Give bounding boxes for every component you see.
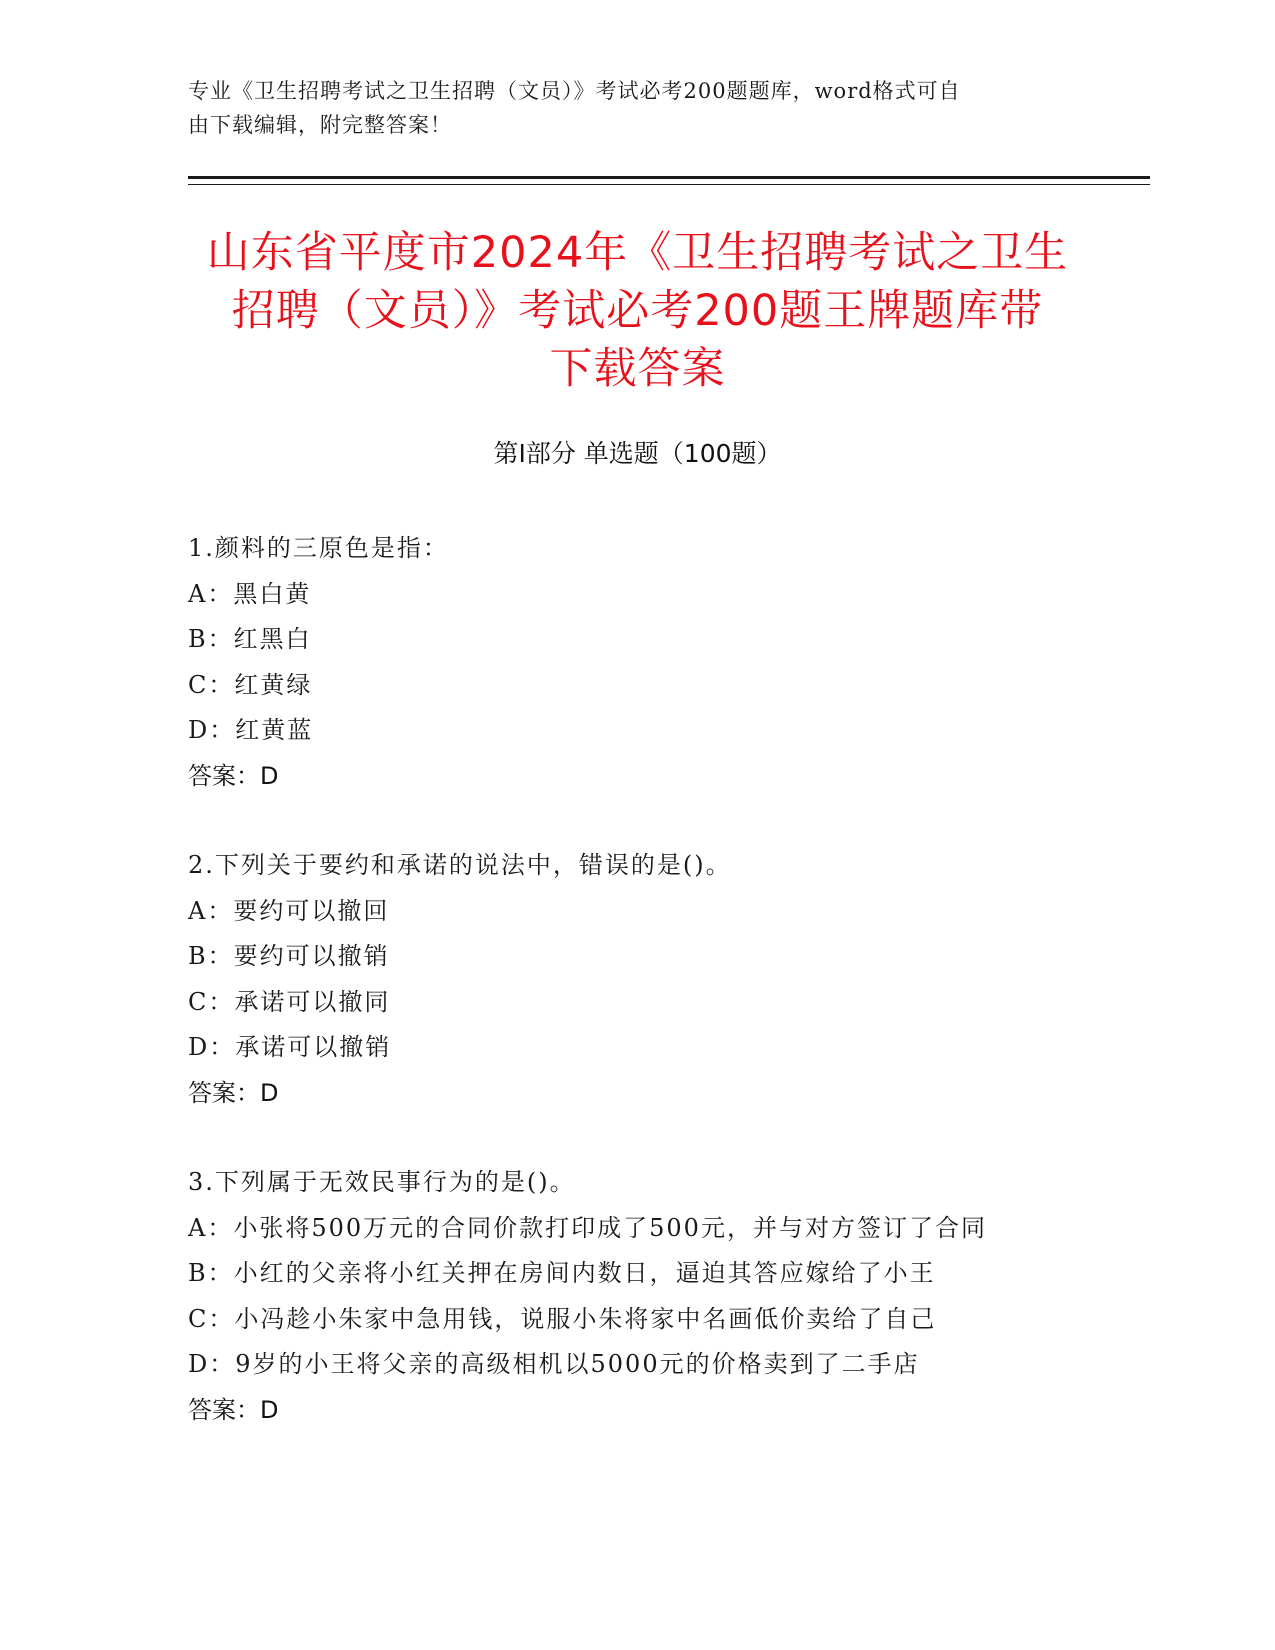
option-b: B：小红的父亲将小红关押在房间内数日，逼迫其答应嫁给了小王	[188, 1259, 936, 1287]
option-c: C：红黄绿	[188, 670, 313, 699]
header-divider-thin	[188, 184, 1150, 185]
question-3	[188, 1160, 1088, 1433]
question-list	[188, 526, 1088, 1477]
question-stem: 1.颜料的三原色是指：	[188, 534, 449, 562]
header-divider-thick	[188, 176, 1150, 179]
option-b: B：红黑白	[188, 625, 312, 653]
header-note-line-2: 由下载编辑，附完整答案！	[188, 113, 452, 137]
option-a: A：小张将500万元的合同价款打印成了500元，并与对方签订了合同	[188, 1213, 987, 1242]
question-1	[188, 526, 1088, 799]
question-stem: 2.下列关于要约和承诺的说法中，错误的是()。	[188, 851, 732, 879]
header-note	[188, 74, 1068, 142]
option-c: C：小冯趁小朱家中急用钱，说服小朱将家中名画低价卖给了自己	[188, 1304, 937, 1333]
header-note-line-1: 专业《卫生招聘考试之卫生招聘（文员）》考试必考200题题库，word格式可自	[188, 79, 961, 103]
option-d: D：承诺可以撤销	[188, 1033, 392, 1061]
answer-line: 答案：D	[188, 761, 279, 790]
option-c: C：承诺可以撤同	[188, 987, 391, 1016]
option-d: D：9岁的小王将父亲的高级相机以5000元的价格卖到了二手店	[188, 1350, 920, 1378]
question-stem: 3.下列属于无效民事行为的是()。	[188, 1168, 576, 1196]
question-2	[188, 843, 1088, 1116]
option-a: A：要约可以撤回	[188, 896, 390, 925]
section-title: 第I部分 单选题（100题）	[493, 439, 782, 468]
option-a: A：黑白黄	[188, 579, 312, 608]
answer-line: 答案：D	[188, 1078, 279, 1107]
document-title-line-2: 招聘（文员）》考试必考200题王牌题库带	[231, 286, 1044, 336]
document-title-line-1: 山东省平度市2024年《卫生招聘考试之卫生	[206, 228, 1069, 278]
document-title	[160, 224, 1115, 398]
option-b: B：要约可以撤销	[188, 942, 390, 970]
answer-line: 答案：D	[188, 1395, 279, 1424]
document-title-line-3: 下载答案	[549, 344, 726, 394]
option-d: D：红黄蓝	[188, 716, 314, 744]
